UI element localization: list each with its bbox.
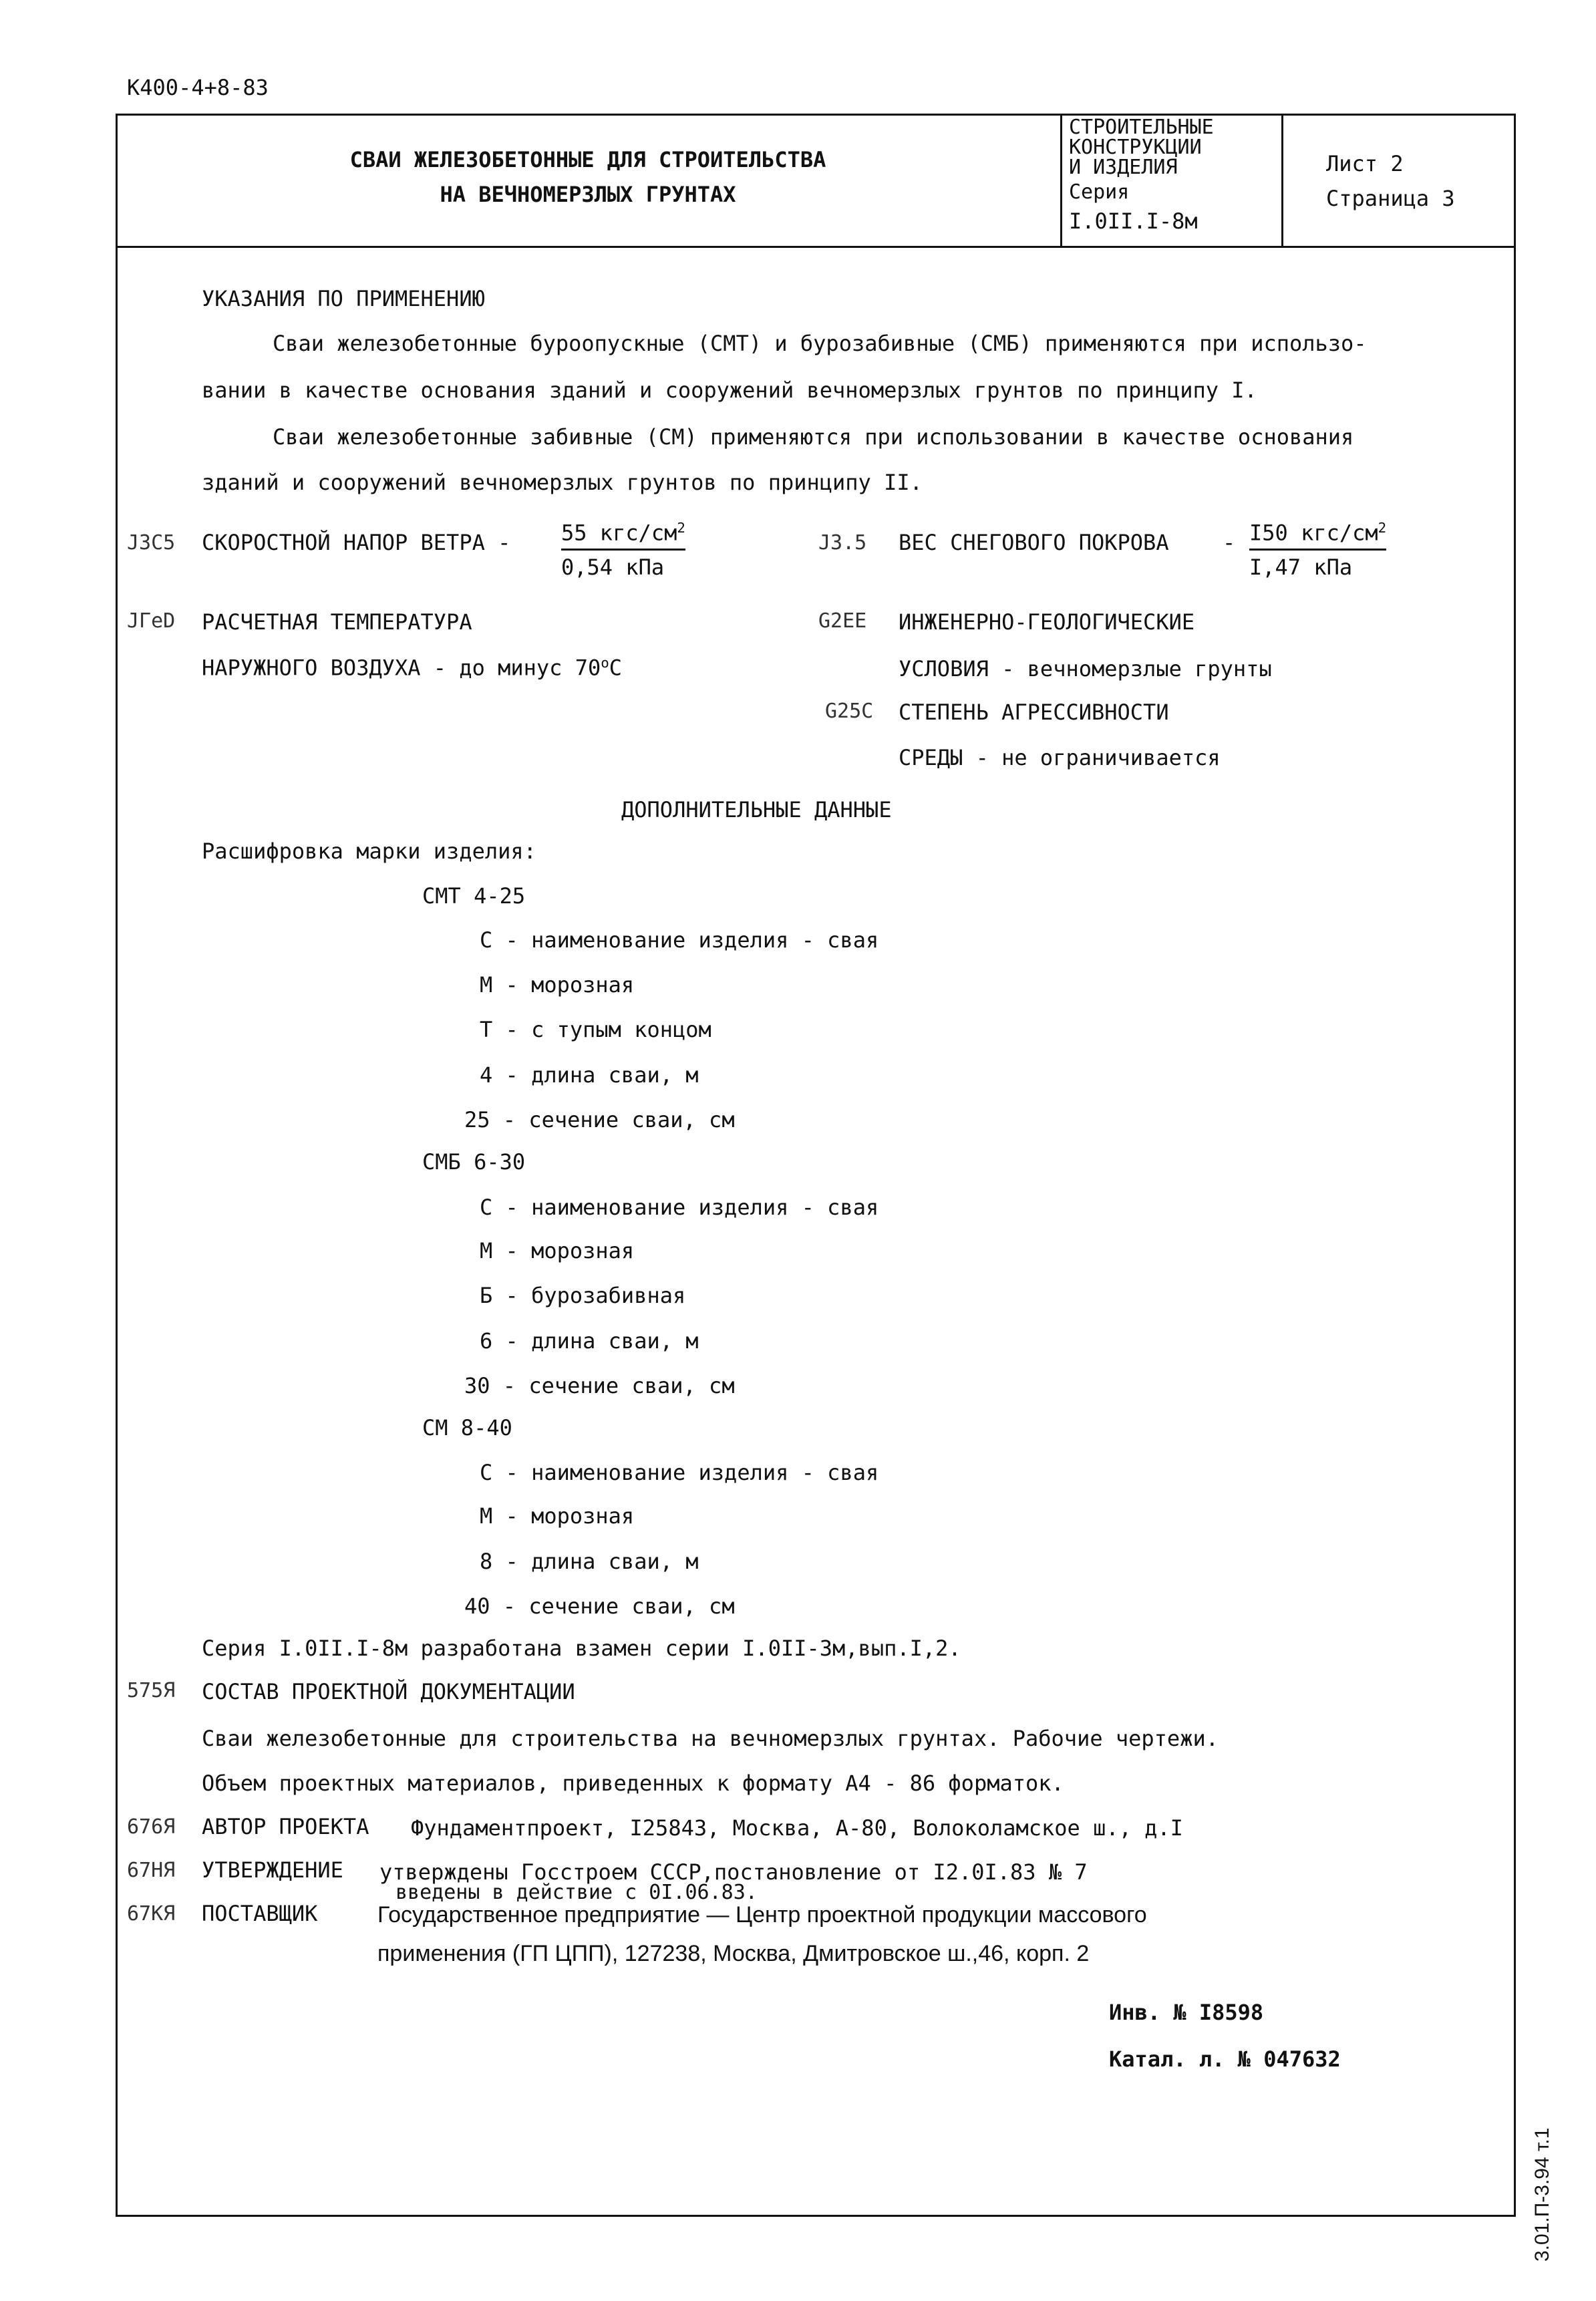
mark-item: М - морозная [480,972,635,998]
inventory-number: Инв. № I8598 [1109,2000,1264,2025]
mark-smt: СМТ 4-25 [422,883,526,909]
supplier-label: ПОСТАВЩИК [202,1901,318,1926]
usage-heading: УКАЗАНИЯ ПО ПРИМЕНЕНИЮ [202,286,485,311]
supplier-code: 67КЯ [127,1902,176,1926]
mark-item: 40 - сечение сваи, см [464,1593,735,1619]
mark-item: 8 - длина сваи, м [480,1549,699,1574]
catalog-number: Катал. л. № 047632 [1109,2046,1341,2072]
snow-dash: - [1223,530,1236,555]
composition-line-2: Объем проектных материалов, приведенных к формату А4 - 86 форматок. [202,1771,1064,1796]
approval-line-1: утверждены Госстроем СССР,постановление от I2.0I.83 № 7 [379,1859,1088,1885]
page-number: Страница 3 [1326,186,1455,211]
snow-label: ВЕС СНЕГОВОГО ПОКРОВА [899,530,1169,555]
aggressiveness-label-line-1: СТЕПЕНЬ АГРЕССИВНОСТИ [899,700,1169,725]
usage-p1-line2: вании в качестве основания зданий и сооружений вечномерзлых грунтов по принципу I. [202,377,1257,403]
mark-item: 25 - сечение сваи, см [464,1107,735,1132]
series-value: I.0II.I-8м [1069,208,1198,234]
mark-item: 4 - длина сваи, м [480,1062,699,1088]
sheet-number: Лист 2 [1326,151,1404,176]
category-line-1: СТРОИТЕЛЬНЫЕ [1069,116,1214,139]
supplier-line-1: Государственное предприятие — Центр проектной продукции массового [377,1902,1147,1928]
snow-code: J3.5 [818,531,867,555]
mark-item: Т - с тупым концом [480,1017,711,1042]
header-divider [116,246,1516,248]
temp-label-line-2: НАРУЖНОГО ВОЗДУХА - до минус 70 [202,655,601,681]
wind-value-bottom: 0,54 кПа [561,555,665,580]
mark-smb: СМБ 6-30 [422,1149,526,1175]
geo-label-line-1: ИНЖЕНЕРНО-ГЕОЛОГИЧЕСКИЕ [899,609,1195,635]
aggressiveness-code: G25C [825,700,874,723]
temp-code: JГеD [127,609,176,633]
usage-p1-line1: Сваи железобетонные буроопускные (СМТ) и бурозабивные (СМБ) применяются при использо- [273,331,1367,356]
header-divider-vertical-2 [1281,114,1283,247]
temp-unit: С [609,655,623,681]
supplier-line-2: применения (ГП ЦПП), 127238, Москва, Дмитровское ш.,46, корп. 2 [377,1941,1090,1966]
snow-value-top-wrap [1249,520,1386,551]
geo-code: G2EE [818,609,867,633]
degree-symbol: o [601,655,609,671]
series-note: Серия I.0II.I-8м разработана взамен серии I.0II-3м,вып.I,2. [202,1636,961,1661]
series-label: Серия [1069,180,1130,204]
approval-label: УТВЕРЖДЕНИЕ [202,1857,343,1883]
wind-value-top-wrap [561,520,685,551]
side-code: 3.01.П-3.94 т.1 [1531,2127,1553,2262]
composition-line-1: Сваи железобетонные для строительства на вечномерзлых грунтах. Рабочие чертежи. [202,1726,1219,1751]
category-line-2: КОНСТРУКЦИИ [1069,136,1202,159]
wind-label: СКОРОСТНОЙ НАПОР ВЕТРА - [202,530,511,555]
approval-code: 67НЯ [127,1859,176,1882]
usage-p2-line1: Сваи железобетонные забивные (СМ) применяются при использовании в качестве основания [273,424,1354,450]
author-value: Фундаментпроект, I25843, Москва, А-80, Волоколамское ш., д.I [411,1815,1183,1841]
mark-item: 6 - длина сваи, м [480,1328,699,1354]
wind-value-top: 55 кгс/см [561,520,677,546]
snow-value-superscript: 2 [1378,520,1387,536]
approval-line-2: введены в действие с 0I.06.83. [395,1881,758,1904]
document-code: К400-4+8-83 [127,75,269,100]
snow-value-top: I50 кгс/см [1249,520,1378,546]
additional-heading: ДОПОЛНИТЕЛЬНЫЕ ДАННЫЕ [621,797,892,822]
usage-p2-line2: зданий и сооружений вечномерзлых грунтов по принципу II. [202,470,923,495]
aggressiveness-label-line-2: СРЕДЫ - не ограничивается [899,745,1221,770]
composition-code: 575Я [127,1679,176,1702]
temp-label-line-2-wrap [202,655,622,681]
mark-item: М - морозная [480,1238,635,1263]
title-line-1: СВАИ ЖЕЛЕЗОБЕТОННЫЕ ДЛЯ СТРОИТЕЛЬСТВА [349,147,826,172]
mark-item: 30 - сечение сваи, см [464,1373,735,1398]
author-code: 676Я [127,1815,176,1839]
mark-item: С - наименование изделия - свая [480,927,879,953]
mark-item: С - наименование изделия - свая [480,1195,879,1220]
decode-label: Расшифровка марки изделия: [202,838,536,864]
snow-value-bottom: I,47 кПа [1249,555,1353,580]
temp-label-line-1: РАСЧЕТНАЯ ТЕМПЕРАТУРА [202,609,472,635]
composition-heading: СОСТАВ ПРОЕКТНОЙ ДОКУМЕНТАЦИИ [202,1679,575,1704]
mark-item: С - наименование изделия - свая [480,1460,879,1485]
mark-item: Б - бурозабивная [480,1283,686,1308]
wind-value-superscript: 2 [677,520,685,536]
wind-code: J3С5 [127,531,176,555]
geo-label-line-2: УСЛОВИЯ - вечномерзлые грунты [899,656,1272,681]
mark-item: М - морозная [480,1503,635,1529]
mark-sm: СМ 8-40 [422,1415,512,1440]
category-line-3: И ИЗДЕЛИЯ [1069,156,1178,179]
title-line-2: НА ВЕЧНОМЕРЗЛЫХ ГРУНТАХ [440,182,736,207]
author-label: АВТОР ПРОЕКТА [202,1814,369,1839]
header-divider-vertical-1 [1060,114,1062,247]
